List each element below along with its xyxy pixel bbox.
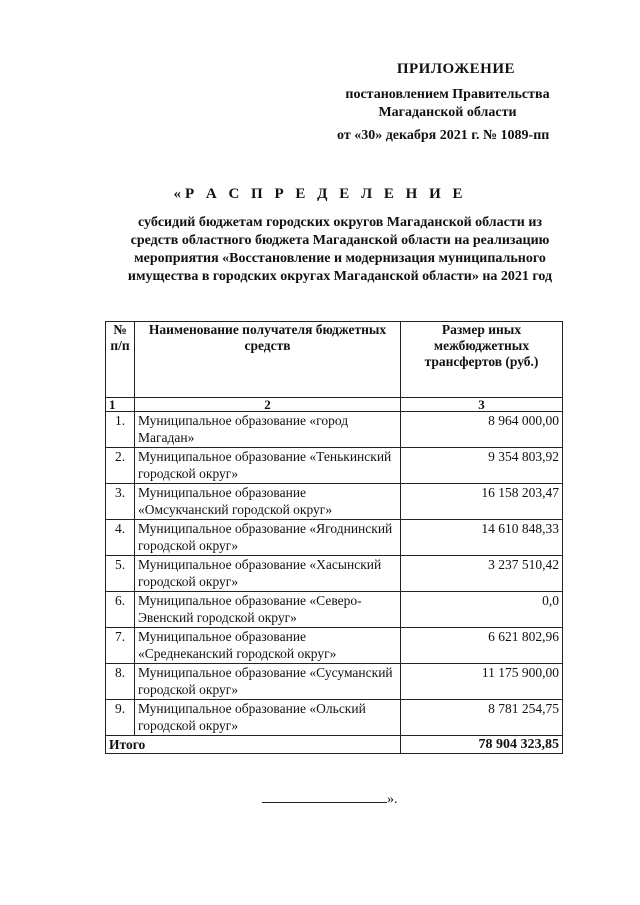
transfer-amount: 6 621 802,96 — [401, 628, 563, 664]
column-index-row — [106, 398, 563, 412]
column-index: 2 — [135, 398, 401, 412]
total-row — [106, 736, 563, 754]
transfer-amount: 8 964 000,00 — [401, 412, 563, 448]
recipient-name: Муниципальное образование «Тенькинский городской округ» — [135, 448, 401, 484]
row-number: 3. — [106, 484, 135, 520]
row-number: 2. — [106, 448, 135, 484]
closing-mark — [262, 790, 398, 808]
document-subtitle — [110, 214, 570, 286]
table-row — [106, 448, 563, 484]
transfer-amount: 8 781 254,75 — [401, 700, 563, 736]
closing-underline — [262, 790, 387, 803]
appendix-label: ПРИЛОЖЕНИЕ — [396, 61, 515, 77]
row-number: 1. — [106, 412, 135, 448]
recipient-name: Муниципальное образование «Среднеканский городской округ» — [135, 628, 401, 664]
subtitle-line: средств областного бюджета Магаданской области на реализацию — [130, 233, 550, 248]
row-number: 9. — [106, 700, 135, 736]
header-number: № п/п — [106, 322, 135, 398]
transfer-amount: 14 610 848,33 — [401, 520, 563, 556]
table-row — [106, 412, 563, 448]
recipient-name: Муниципальное образование «Омсукчанский городской округ» — [135, 484, 401, 520]
column-index: 3 — [401, 398, 563, 412]
header-amount: Размер иных межбюджетных трансфертов (руб.) — [401, 322, 563, 398]
decree-reference — [330, 86, 565, 122]
decree-line: Магаданской области — [378, 105, 517, 120]
table-row — [106, 628, 563, 664]
decree-line: постановлением Правительства — [345, 87, 550, 102]
table-row — [106, 664, 563, 700]
transfer-amount: 0,0 — [401, 592, 563, 628]
subtitle-line: имущества в городских округах Магаданской области» на 2021 год — [127, 269, 553, 284]
transfer-amount: 16 158 203,47 — [401, 484, 563, 520]
table-row — [106, 484, 563, 520]
table-header-row — [106, 322, 563, 398]
table-row — [106, 700, 563, 736]
transfer-amount: 11 175 900,00 — [401, 664, 563, 700]
transfer-amount: 9 354 803,92 — [401, 448, 563, 484]
row-number: 6. — [106, 592, 135, 628]
row-number: 8. — [106, 664, 135, 700]
subtitle-line: субсидий бюджетам городских округов Магаданской области из — [137, 215, 543, 230]
document-title: «Р А С П Р Е Д Е Л Е Н И Е — [173, 186, 467, 202]
recipient-name: Муниципальное образование «город Магадан» — [135, 412, 401, 448]
decree-date: от «30» декабря 2021 г. № 1089-пп — [337, 128, 550, 143]
table-row — [106, 520, 563, 556]
recipient-name: Муниципальное образование «Хасынский городской округ» — [135, 556, 401, 592]
closing-quote: ». — [387, 792, 398, 807]
row-number: 4. — [106, 520, 135, 556]
table-row — [106, 592, 563, 628]
row-number: 5. — [106, 556, 135, 592]
header-recipient: Наименование получателя бюджетных средств — [135, 322, 401, 398]
column-index: 1 — [106, 398, 135, 412]
recipient-name: Муниципальное образование «Ягоднинский городской округ» — [135, 520, 401, 556]
transfer-amount: 3 237 510,42 — [401, 556, 563, 592]
total-amount: 78 904 323,85 — [401, 736, 563, 754]
recipient-name: Муниципальное образование «Северо-Эвенский городской округ» — [135, 592, 401, 628]
row-number: 7. — [106, 628, 135, 664]
subtitle-line: мероприятия «Восстановление и модернизация муниципального — [134, 251, 546, 266]
distribution-table — [105, 321, 563, 754]
total-label: Итого — [106, 736, 401, 754]
recipient-name: Муниципальное образование «Ольский городской округ» — [135, 700, 401, 736]
table-row — [106, 556, 563, 592]
recipient-name: Муниципальное образование «Сусуманский городской округ» — [135, 664, 401, 700]
